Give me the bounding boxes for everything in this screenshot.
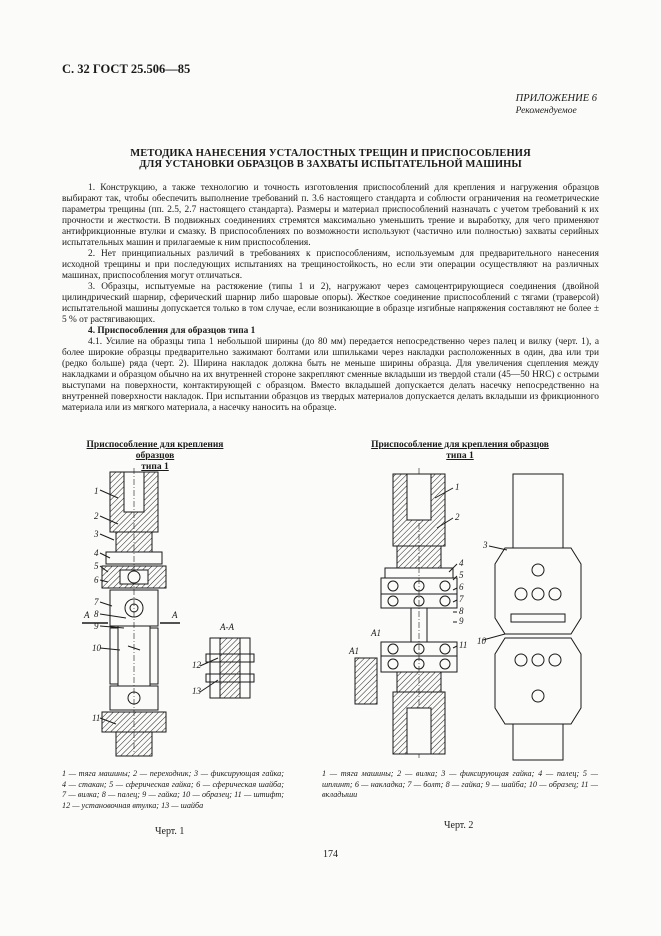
paragraph-3: 3. Образцы, испытуемые на растяжение (типы 1 и 2), нагружают через самоцентрирующиеся соединения (двойной цилиндрический шарнир, сферический шарнир либо шаровые опоры). Жесткое соединение приспособлений с тягами (траверсой) испытательной машины допускается только в том случае, если возникающие в образце изгибные напряжения составляют не более ± 5 % от растягивающих.	[62, 282, 599, 325]
figure-1-drawing	[80, 468, 280, 763]
body-text	[62, 183, 599, 414]
document-title	[62, 148, 599, 170]
figure-1-title-line-2: типа 1	[141, 462, 169, 472]
page-header: С. 32 ГОСТ 25.506—85	[62, 62, 191, 76]
paragraph-1: 1. Конструкцию, а также технологию и точность изготовления приспособлений для крепления и нагружения образцов выбирают так, чтобы обеспечить выполнение требований п. 3.6 настоящего стандарта и соблюсти ограничения на геометрические параметры трещины (пп. 2.5, 2.7 настоящего стандарта). Размеры и материал приспособлений назначать с учетом требований к их прочности и жесткости. В подвижных соединениях стремятся максимально уменьшить трение и выработку, для чего применяют антифрикционные втулки и смазку. В приспособлениях по возможности используют (частично или полностью) захваты серийных испытательных машин и прилагаемые к ним приспособления.	[62, 183, 599, 248]
appendix-title: ПРИЛОЖЕНИЕ 6	[515, 93, 597, 104]
fig2-callout-4: 4	[459, 558, 464, 568]
figure-2-title	[355, 440, 565, 462]
fig2-callout-3: 3	[483, 540, 488, 550]
fig1-cut-label-b: А	[172, 610, 178, 620]
figure-1-title-line-1: Приспособление для крепления образцов	[86, 440, 224, 461]
fig1-callout-13: 13	[192, 686, 201, 696]
fig1-callout-10: 10	[92, 643, 101, 653]
figure-2-caption: Черт. 2	[444, 820, 474, 831]
fig1-callout-4: 4	[94, 548, 99, 558]
fig1-callout-1: 1	[94, 486, 99, 496]
fig1-callout-6: 6	[94, 575, 99, 585]
fig2-detail-label-a1b: А1	[349, 646, 359, 656]
title-line-1: МЕТОДИКА НАНЕСЕНИЯ УСТАЛОСТНЫХ ТРЕЩИН И ПРИСПОСОБЛЕНИЯ	[130, 148, 531, 159]
fig2-callout-5: 5	[459, 570, 464, 580]
fig2-callout-6: 6	[459, 582, 464, 592]
section-heading-4: 4. Приспособления для образцов типа 1	[88, 326, 256, 336]
fig1-cut-label-a: А	[84, 610, 90, 620]
fig1-callout-8: 8	[94, 609, 99, 619]
fig2-callout-7: 7	[459, 594, 464, 604]
paragraph-2: 2. Нет принципиальных различий в требованиях к приспособлениям, используемым для предварительного нанесения исходной трещины и при последующих испытаниях на трещиностойкость, но если эти операции осуществляют на различных машинах, приспособления могут отличаться.	[62, 249, 599, 281]
figure-2-title-line-2: типа 1	[446, 451, 474, 461]
fig1-callout-3: 3	[94, 529, 99, 539]
fig1-callout-2: 2	[94, 511, 99, 521]
figure-2-legend: 1 — тяга машины; 2 — вилка; 3 — фиксирующая гайка; 4 — палец; 5 — шплинт; 6 — накладка; 7 — болт; 8 — гайка; 9 — шайба; 10 — образец; 11 — вкладыши	[322, 769, 598, 799]
fig2-callout-2: 2	[455, 512, 460, 522]
fig1-callout-9: 9	[94, 621, 99, 631]
figure-1-caption: Черт. 1	[155, 826, 185, 837]
fig1-callout-7: 7	[94, 597, 99, 607]
fig1-callout-12: 12	[192, 660, 201, 670]
appendix-label	[516, 92, 597, 118]
title-line-2: ДЛЯ УСТАНОВКИ ОБРАЗЦОВ В ЗАХВАТЫ ИСПЫТАТЕЛЬНОЙ МАШИНЫ	[139, 159, 522, 170]
fig2-detail-label-a1: А1	[371, 628, 381, 638]
fig2-callout-11: 11	[459, 640, 468, 650]
appendix-note: Рекомендуемое	[515, 106, 577, 116]
fig2-callout-9: 9	[459, 616, 464, 626]
figure-2-drawing	[345, 468, 600, 763]
fig2-callout-8: 8	[459, 606, 464, 616]
figure-2-title-line-1: Приспособление для крепления образцов	[371, 440, 549, 450]
figure-1-legend: 1 — тяга машины; 2 — переходник; 3 — фиксирующая гайка; 4 — стакан; 5 — сферическая гайка; 6 — сферическая шайба; 7 — вилка; 8 — палец; 9 — гайка; 10 — образец; 11 — штифт; 12 — установочная втулка; 13 — шайба	[62, 769, 284, 810]
fig2-callout-10: 10	[477, 636, 486, 646]
fig1-callout-5: 5	[94, 561, 99, 571]
fig1-callout-11: 11	[92, 713, 101, 723]
fig1-section-label: А-А	[220, 622, 234, 632]
fig2-callout-1: 1	[455, 482, 460, 492]
page-number: 174	[323, 849, 338, 860]
paragraph-4-1: 4.1. Усилие на образцы типа 1 небольшой ширины (до 80 мм) передается непосредственно через палец и вилку (черт. 1), а более широкие образцы предварительно зажимают болтами или шпильками через накладки расположенных в один, два или три (редко больше) ряда (черт. 2). Ширина накладок должна быть не меньше ширины образца. Для увеличения сцепления между накладками и образцом обычно на их внутренней стороне закрепляют сменные вкладыши из твердой стали (45—50 HRC) с острыми выступами на поверхности, контактирующей с образцом. Вместо вкладышей допускается делать насечку непосредственно на внутренней поверхности накладок. При испытании образцов из твердых материалов допускается делать вкладыши из фрикционного материала или из мягкого материала, а насечку наносить на образце.	[62, 337, 599, 413]
